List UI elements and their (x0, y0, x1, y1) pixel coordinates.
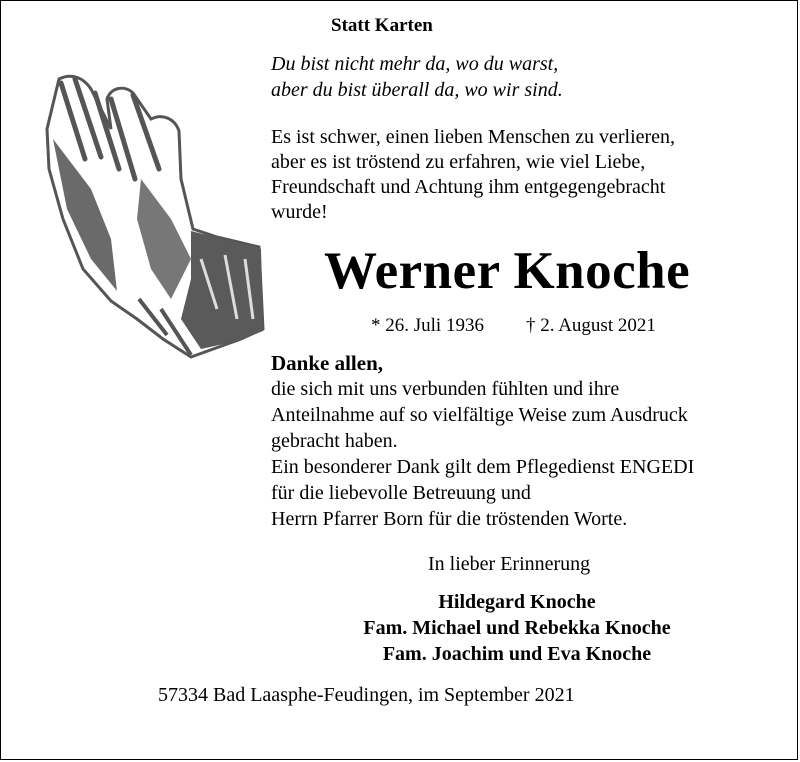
signer: Fam. Michael und Rebekka Knoche (363, 617, 671, 639)
intro-line: aber es ist tröstend zu erfahren, wie viel Liebe, (271, 151, 646, 173)
signers (317, 589, 717, 667)
deceased-name: Werner Knoche (324, 242, 691, 300)
memory-line: In lieber Erinnerung (428, 553, 591, 575)
heading: Statt Karten (331, 15, 433, 36)
praying-hands-icon (41, 69, 266, 359)
intro-text (271, 125, 675, 225)
signer: Fam. Joachim und Eva Knoche (382, 643, 652, 665)
thanks-line: gebracht haben. (271, 430, 398, 452)
thanks-line: für die liebevolle Betreuung und (271, 482, 531, 504)
poem (271, 51, 563, 103)
thanks-line: die sich mit uns verbunden fühlten und ihre (271, 378, 620, 400)
death-date: † 2. August 2021 (526, 315, 656, 336)
thanks-text (271, 376, 694, 532)
thanks-title: Danke allen, (271, 351, 384, 375)
thanks-line: Herrn Pfarrer Born für die tröstenden Worte. (271, 508, 628, 530)
poem-line: Du bist nicht mehr da, wo du warst, (271, 53, 559, 75)
intro-line: Freundschaft und Achtung ihm entgegengebracht (271, 176, 666, 198)
place-date: 57334 Bad Laasphe-Feudingen, im September 2021 (158, 684, 575, 706)
thanks-line: Ein besonderer Dank gilt dem Pflegedienst ENGEDI (271, 456, 695, 478)
birth-date: * 26. Juli 1936 (371, 315, 484, 336)
poem-line: aber du bist überall da, wo wir sind. (271, 79, 563, 101)
intro-line: Es ist schwer, einen lieben Menschen zu verlieren, (271, 126, 676, 148)
thanks-line: Anteilnahme auf so vielfältige Weise zum Ausdruck (271, 404, 688, 426)
signer: Hildegard Knoche (438, 591, 596, 613)
intro-line: wurde! (271, 201, 328, 223)
